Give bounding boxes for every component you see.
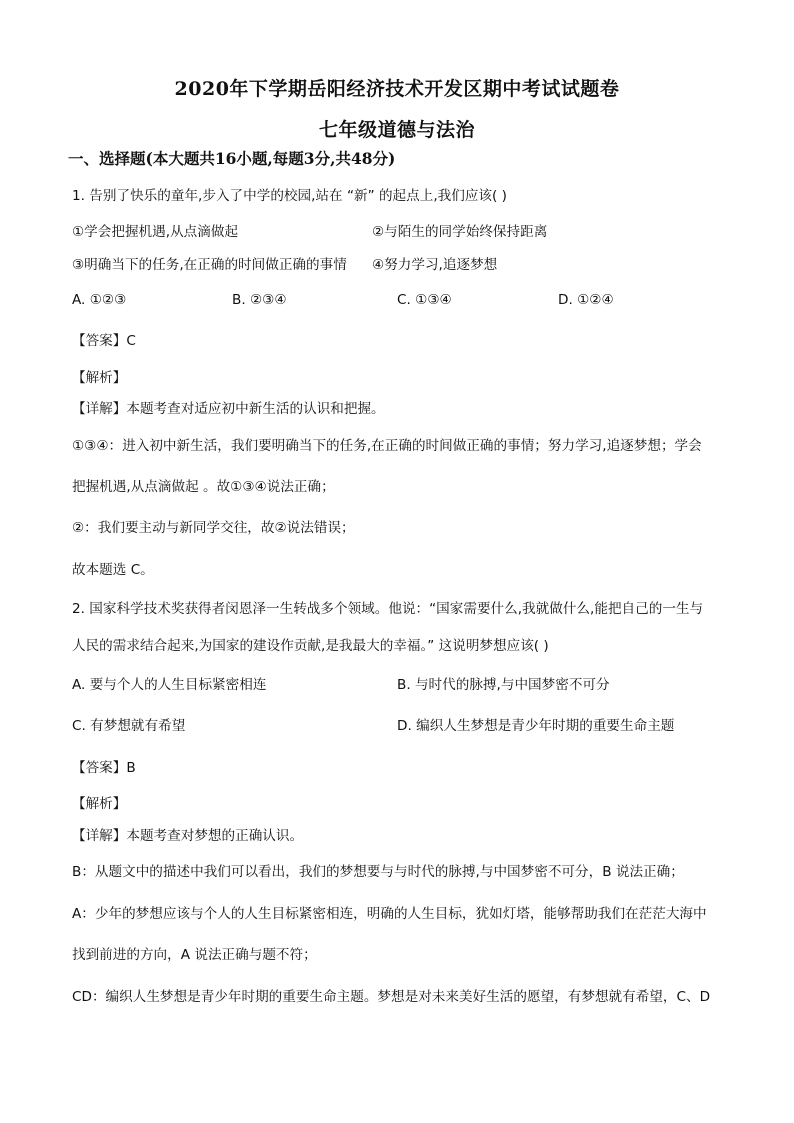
exam-title: 2020年下学期岳阳经济技术开发区期中考试试题卷 — [174, 78, 620, 100]
q1-answer: 【答案】C — [72, 333, 136, 349]
q1-choice-c: C. ①③④ — [397, 292, 452, 308]
q2-choice-c: C. 有梦想就有希望 — [72, 718, 186, 734]
q1-analysis-line: ①③④：进入初中新生活，我们要明确当下的任务,在正确的时间做正确的事情；努力学习,追逐梦想；学会 — [72, 438, 702, 454]
q1-analysis-line: 故本题选 C。 — [72, 562, 154, 578]
q1-analysis-line: 【详解】本题考查对适应初中新生活的认识和把握。 — [72, 401, 385, 417]
q2-choice-d: D. 编织人生梦想是青少年时期的重要生命主题 — [397, 718, 675, 734]
q1-item-2: ②与陌生的同学始终保持距离 — [372, 224, 548, 240]
q2-choice-a: A. 要与个人的人生目标紧密相连 — [72, 677, 267, 693]
q2-analysis-line: 【详解】本题考查对梦想的正确认识。 — [72, 828, 304, 844]
q1-analysis-line: ②：我们要主动与新同学交往，故②说法错误； — [72, 520, 355, 536]
q1-analysis-label: 【解析】 — [72, 370, 127, 386]
q2-choice-b: B. 与时代的脉搏,与中国梦密不可分 — [397, 677, 610, 693]
q2-answer: 【答案】B — [72, 760, 136, 776]
section-heading: 一、选择题(本大题共16小题,每题3分,共48分) — [68, 149, 396, 168]
q2-analysis-line: A：少年的梦想应该与个人的人生目标紧密相连，明确的人生目标，犹如灯塔，能够帮助我们在茫茫大海中 — [72, 906, 707, 922]
q1-choice-b: B. ②③④ — [232, 292, 287, 308]
exam-subtitle: 七年级道德与法治 — [318, 119, 475, 141]
q1-choice-d: D. ①②④ — [558, 292, 614, 308]
q1-item-4: ④努力学习,追逐梦想 — [372, 257, 498, 273]
q2-stem-line: 2. 国家科学技术奖获得者闵恩泽一生转战多个领域。他说：“国家需要什么,我就做什么,能把自己的一生与 — [72, 601, 704, 617]
q2-analysis-line: 找到前进的方向，A 说法正确与题不符； — [72, 947, 317, 963]
q1-item-1: ①学会把握机遇,从点滴做起 — [72, 224, 239, 240]
q1-choice-a: A. ①②③ — [72, 292, 127, 308]
q1-stem: 1. 告别了快乐的童年,步入了中学的校园,站在 “新” 的起点上,我们应该( ) — [72, 188, 507, 204]
q2-analysis-line: B：从题文中的描述中我们可以看出，我们的梦想要与与时代的脉搏,与中国梦密不可分，B 说法正确； — [72, 864, 684, 880]
q1-item-3: ③明确当下的任务,在正确的时间做正确的事情 — [72, 257, 347, 273]
q1-analysis-line: 把握机遇,从点滴做起 。故①③④说法正确； — [72, 479, 335, 495]
q2-analysis-line: CD：编织人生梦想是青少年时期的重要生命主题。梦想是对未来美好生活的愿望，有梦想就有希望，C、D — [72, 989, 711, 1005]
q2-analysis-label: 【解析】 — [72, 796, 127, 812]
q2-stem-line: 人民的需求结合起来,为国家的建设作贡献,是我最大的幸福。” 这说明梦想应该( ) — [72, 638, 549, 654]
